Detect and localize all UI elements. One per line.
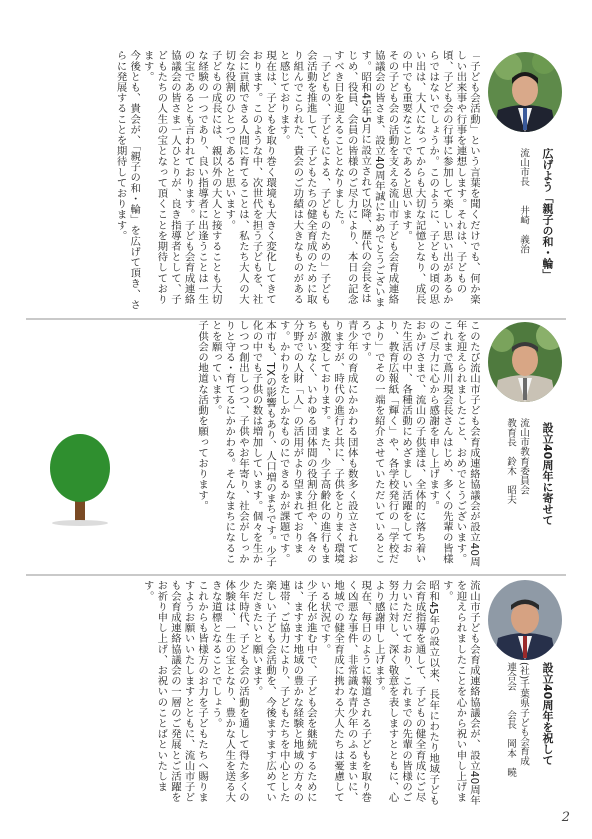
federation-chair-message-title: 設立40周年を祝して xyxy=(541,662,554,766)
superintendent-portrait xyxy=(488,322,562,402)
mayor-portrait xyxy=(488,52,562,132)
federation-chair-message-body: 流山市子ども会育成連絡協議会が、設立40周年を迎えられましたことを心から祝い申し上げます。 昭和45年の設立以来、長年にわたり地域子ども会育成指導を通して、子どもの健全育成にご尽力いただいており、これまでの先輩の皆様のご努力に対し、深く敬意を表しますとともに、心より感謝申し上げます。 現在、毎日のように報道される子どもを取り巻く凶悪な事件、非常識な青少年のふるまいに、地域での健全育成に携わる大人たちは憂慮している状況です。 少子化が進む中で、子ども会を継続するためには、ますます地域の豊かな経験と地域の方々の連帯、ご協力により、子どもたちを中心とした楽しい子ども会活動を、今後ますます広めていただきたいと願います。 少年時代、子ども会の活動を通して得た多くの体験は、一生の宝となり、豊かな人生を送る大きな道標となることでしょう。 これからも皆様方のお力を子どもたちへ賜りますようお願いいたしますとともに、流山市子ども会育成連絡協議会の一層のご発展とご活躍をお祈り申し上げ、お祝いのことばといたします。 xyxy=(141,580,480,806)
tree-icon xyxy=(44,428,116,528)
federation-chair-name: (社)千葉県子ども会育成 連合会 会長 岡本 曉 xyxy=(505,662,529,778)
superintendent-message-body: このたび流山市子ども会育成連絡協議会が設立40周年を迎えられましたこと、おめでとうございます。 これまで蔦川現会長さんはじめ、多くの先輩の皆様のご尽力に心から感謝を申し上げます。 おかげさまで、流山の子供達は、全体的に落ち着いた生活の中、各種活動にめざましい活躍をしており、教育広報紙「輝く」や、各学校発行の「学校だより」でその一端を紹介させていただいているところです。 青少年の育成にかかわる団体も数多く設立されておりますが、時代の進行と共に、子供をとりまく環境も激変しております。また、少子高齢化の進行もまちがいなく、いわゆる団体間の役割分担や、各々の分野での人財「人」の活用がより望まれております。かわりをたしかなものにできるかが課題です。 本市も、TXの影響もあり、人口増のまちです。少子化の中でも子供の数は増加しています。個々を生かしつつ創出しつつ、子供やお年寄り、社会がしっかりと守る・育てるにかかわる。そんなまちになることを願っています。 子供会の地道な活動を願っております。 xyxy=(196,320,480,568)
page-number: 2 xyxy=(561,810,570,825)
superintendent-message-title: 設立40周年に寄せて xyxy=(541,422,554,526)
mayor-message-body: 「子ども会活動」という言葉を聞くだけでも、何か楽しい出来事や行事を連想します。それは、子どもの頃、子ども会の行事に参加して楽しい思い出があるからではないでしょうか。このように、子どもの頃の思い出は、大人になってからも大切な記憶となり、成長の中でも重要なことであると思います。 その子ども会の活動を支える流山市子ども会育成連絡協議会の皆さま、設立40周年誠におめでとうございます。昭和45年5月に設立されて以降、歴代の会長をはじめ、役員、会員の皆様のご尽力により、本日の記念すべき日を迎えることとなりました。 「子どもの、子どもによる、子どものための」子ども会活動を推進して、子どもたちの健全育成のために取り組んでこられた、貴会のご功績は大きなものがあると感じております。 現在は、子どもを取り巻く環境も大きく変化してきております。このような中、次世代を担う子どもを、社会に貢献できる人間に育てることは、私たち大人の大切な役割のひとつであると思います。 子どもの成長には、親以外の大人と接することも大切な経験の一つであり、良い指導者に出逢うことは一生の宝であるとも言われております。子ども会育成連絡協議会の皆さま一人ひとりが、良き指導者として、子どもたちの人生の宝となって頂くことを期待しております。 今後とも、貴会が、「親子の和・輪」を広げて頂き、さらに発展することを期待しております。 xyxy=(114,50,480,310)
mayor-name: 流山市長 井崎 義治 xyxy=(518,148,529,254)
superintendent-name: 流山市教育委員会 教育長 鈴木 昭夫 xyxy=(505,418,529,505)
federation-chair-portrait xyxy=(488,580,562,660)
mayor-message-title: 広げよう「親子の和・輪」 xyxy=(541,148,554,280)
section-divider xyxy=(26,574,566,576)
